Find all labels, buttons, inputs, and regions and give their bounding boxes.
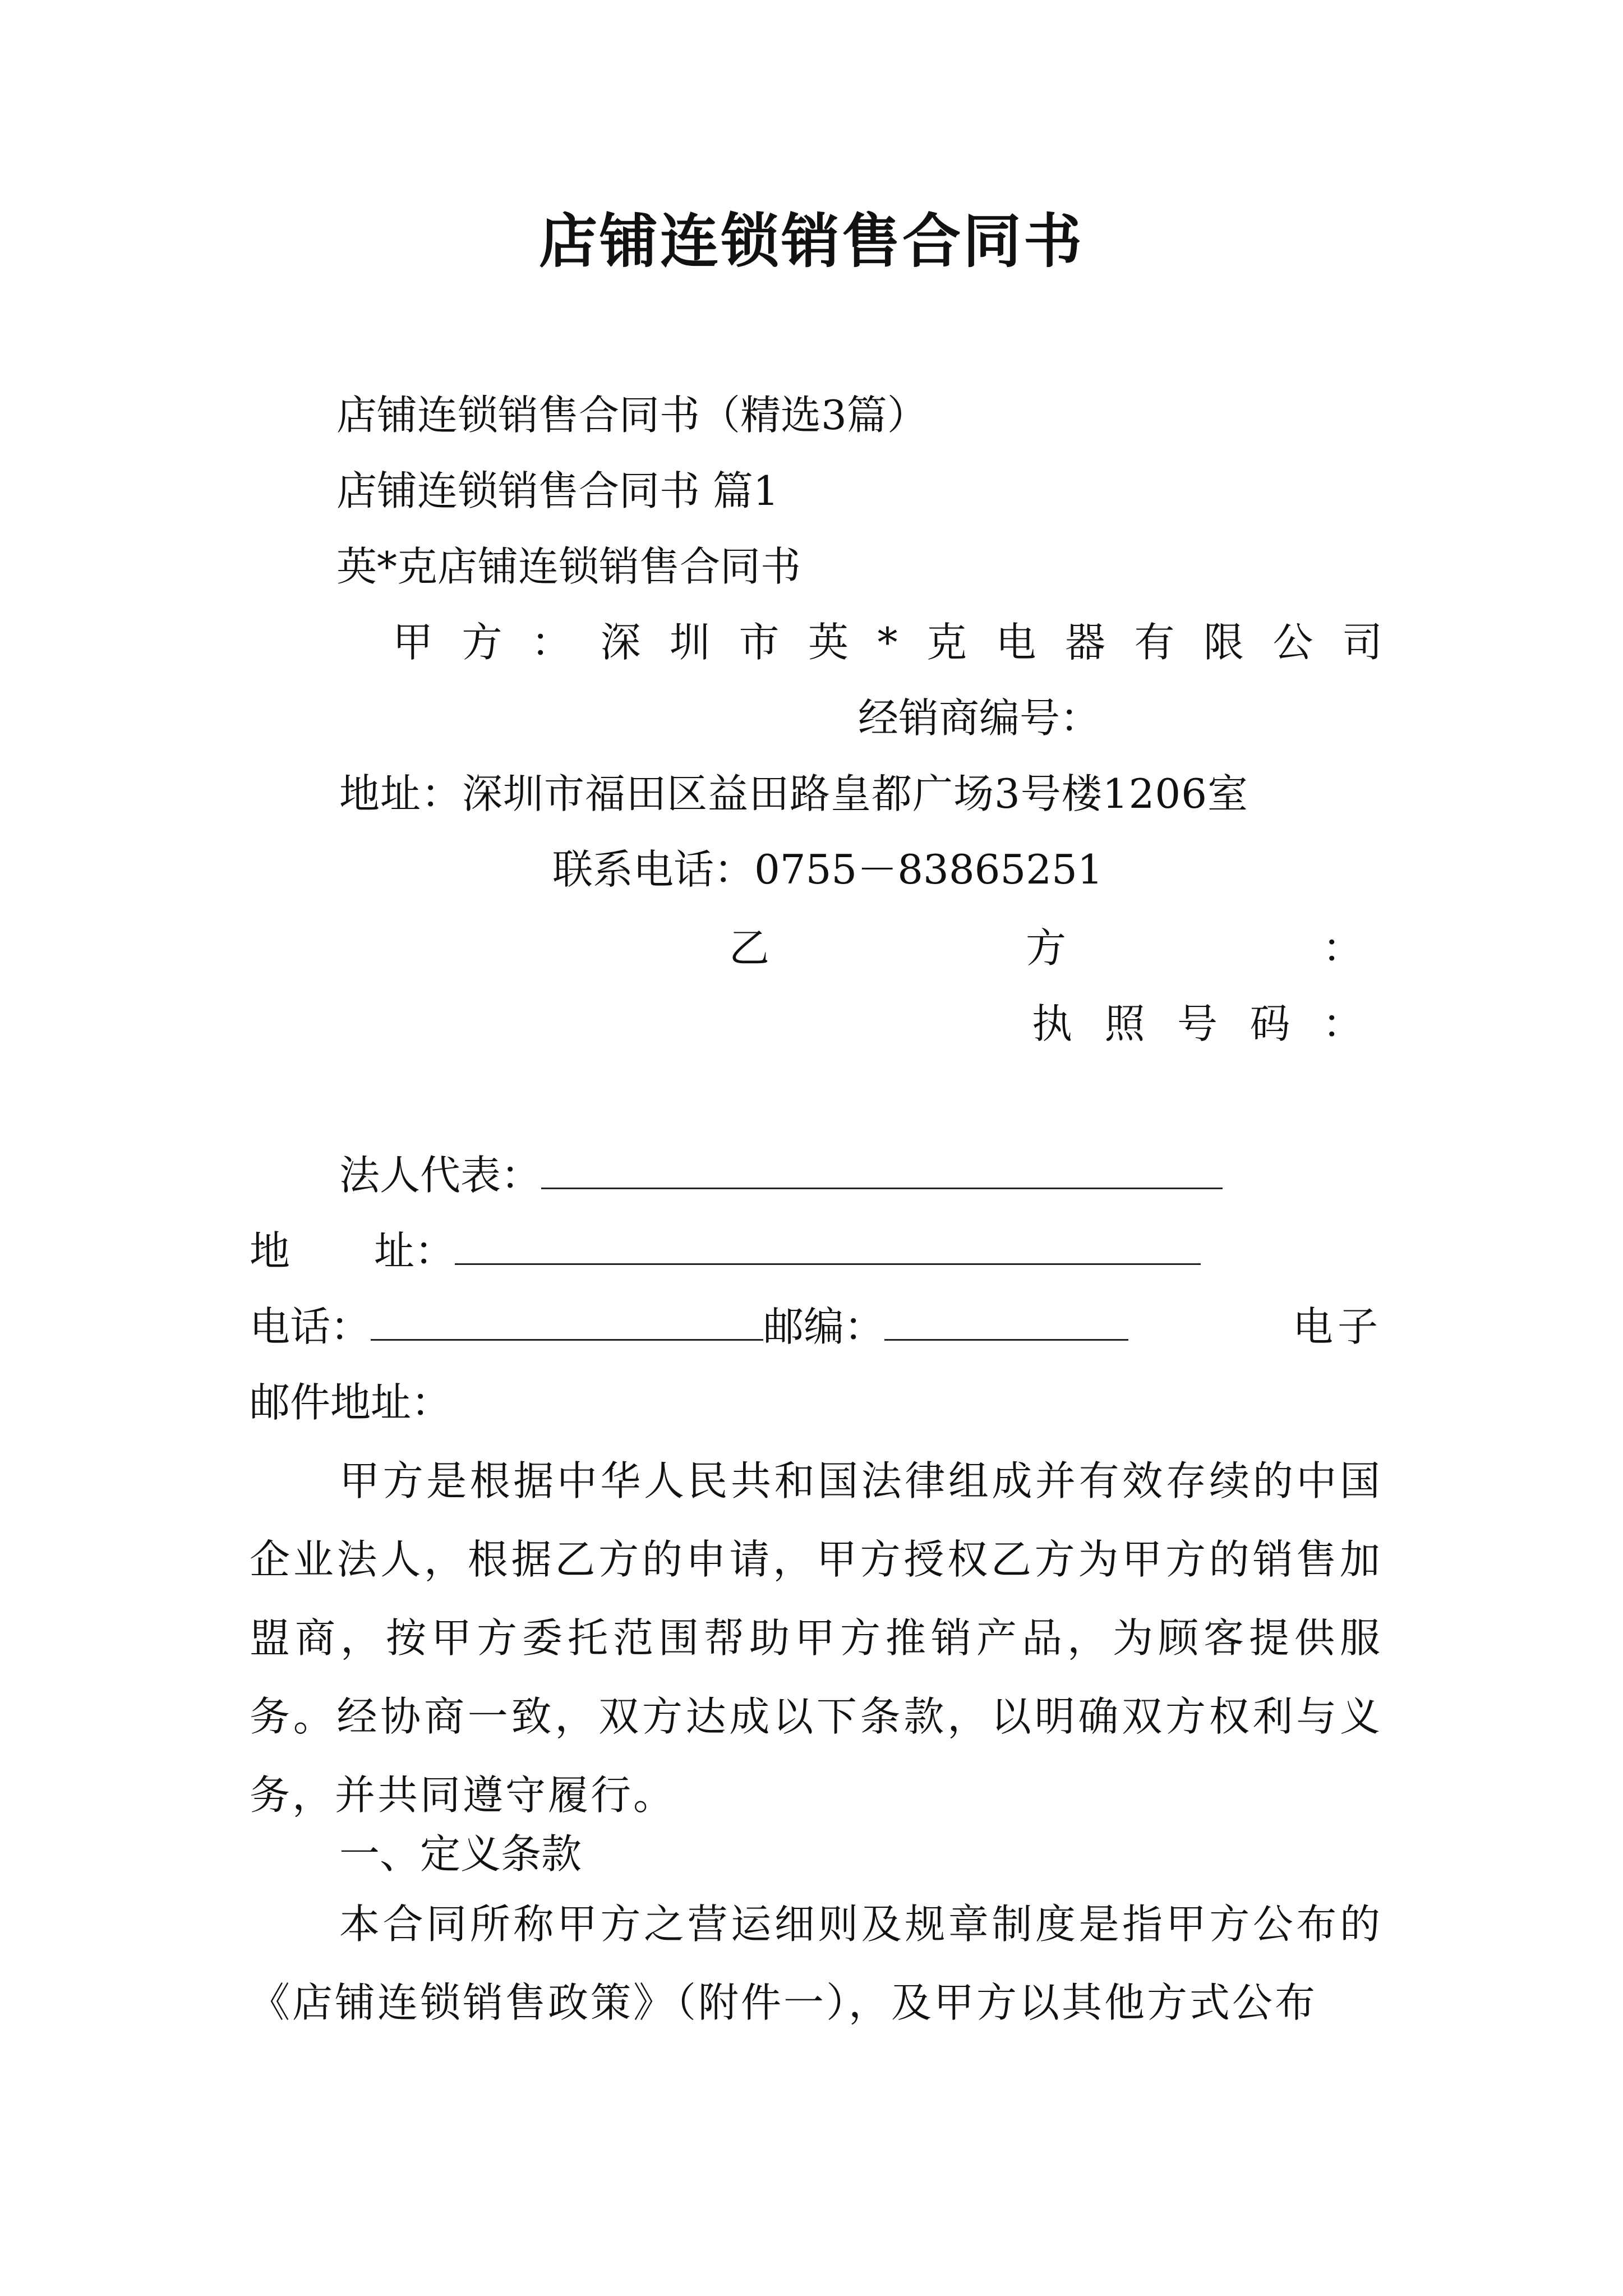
- postcode-label: 邮编：: [763, 1303, 885, 1350]
- license-number-label: [1032, 996, 1363, 1052]
- party-a-char: 英: [808, 619, 849, 666]
- party-a-phone: 联系电话：0755－83865251: [552, 846, 1103, 893]
- party-a-char: 圳: [670, 619, 711, 666]
- party-a-char: 公: [1272, 619, 1313, 666]
- address-label-char: 地: [250, 1227, 291, 1274]
- party-b-label: [729, 920, 1363, 976]
- party-a-char: 有: [1134, 619, 1175, 666]
- party-b-char: ：: [1322, 924, 1363, 972]
- phone-label: 电话：: [250, 1303, 371, 1350]
- address-label-char: 址：: [374, 1227, 455, 1274]
- party-b-char: 方: [1025, 924, 1066, 972]
- subtitle-part-1: 店铺连锁销售合同书 篇1: [336, 467, 779, 514]
- party-a-char: 器: [1064, 619, 1105, 666]
- license-char: 执: [1032, 1000, 1073, 1047]
- party-a-char: 深: [600, 619, 641, 666]
- party-a-char: 甲: [393, 619, 434, 666]
- license-char: 码: [1249, 1000, 1290, 1047]
- party-a-char: 克: [926, 619, 967, 666]
- license-char: ：: [1322, 1000, 1363, 1047]
- party-a-char: 市: [739, 619, 780, 666]
- legal-representative-label: 法人代表：: [339, 1152, 542, 1199]
- dealer-number-label: 经销商编号：: [858, 694, 1101, 742]
- party-a-address: 地址：深圳市福田区益田路皇都广场3号楼1206室: [339, 770, 1249, 817]
- license-char: 号: [1177, 1000, 1218, 1047]
- legal-representative-blank: [541, 1147, 1223, 1189]
- email-label-part-2: 邮件地址：: [250, 1379, 452, 1426]
- document-title: 店铺连锁销售合同书: [538, 207, 1084, 275]
- party-a-char: ：: [531, 619, 572, 666]
- license-char: 照: [1104, 1000, 1145, 1047]
- section-definitions-heading: 一、定义条款: [339, 1830, 582, 1878]
- subtitle-contract-name: 英*克店铺连锁销售合同书: [336, 543, 801, 590]
- party-b-address-blank: [455, 1223, 1201, 1265]
- party-a-name: [393, 614, 1382, 670]
- party-b-address-row: [250, 1223, 1201, 1279]
- subtitle-collection: 店铺连锁销售合同书（精选3篇）: [336, 392, 928, 439]
- party-a-char: 限: [1203, 619, 1244, 666]
- phone-blank: [371, 1299, 763, 1341]
- contact-row: [250, 1299, 1382, 1355]
- party-b-char: 乙: [729, 924, 770, 972]
- email-label-part-1: 电子: [1292, 1303, 1382, 1350]
- legal-representative-row: [339, 1147, 1223, 1203]
- party-a-char: 电: [995, 619, 1036, 666]
- intro-paragraph: 甲方是根据中华人民共和国法律组成并有效存续的中国企业法人，根据乙方的申请，甲方授权乙方为甲方的销售加盟商，按甲方委托范围帮助甲方推销产品，为顾客提供服务。经协商一致，双方达成以下条款，以明确双方权利与义务，并共同遵守履行。: [250, 1457, 1382, 1819]
- party-a-char: *: [877, 619, 898, 666]
- postcode-blank: [884, 1299, 1128, 1341]
- party-a-char: 方: [462, 619, 502, 666]
- party-a-char: 司: [1341, 619, 1382, 666]
- clause-definitions-paragraph: 本合同所称甲方之营运细则及规章制度是指甲方公布的《店铺连锁销售政策》（附件一），及甲方以其他方式公布: [250, 1901, 1382, 2026]
